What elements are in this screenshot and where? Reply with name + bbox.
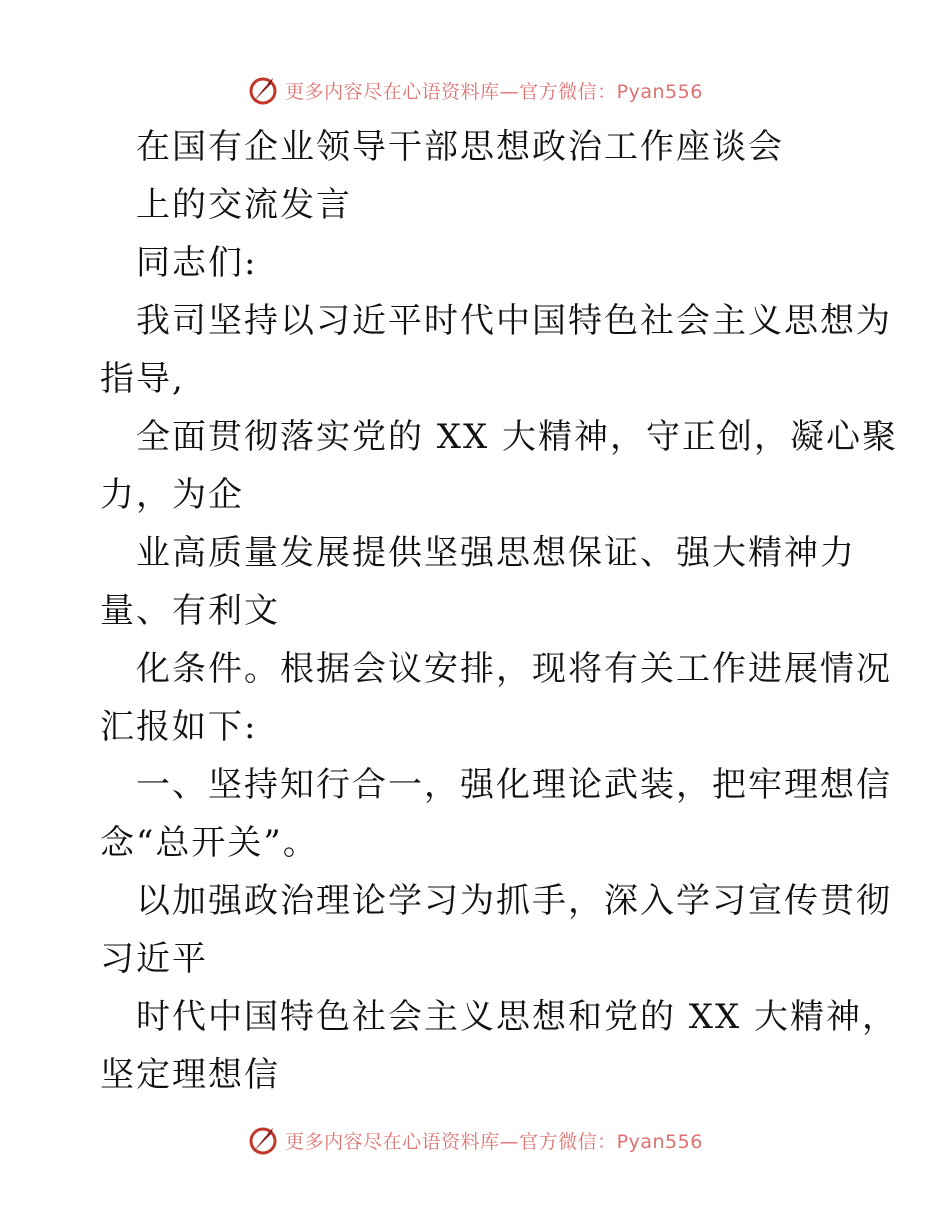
section-heading-line: 一、坚持知行合一，强化理论武装，把牢理想信 <box>136 765 892 805</box>
header-banner <box>0 70 950 110</box>
paragraph-line: 习近平 <box>100 939 208 979</box>
paragraph-line: 力，为企 <box>100 475 244 515</box>
document-body <box>100 118 899 1104</box>
paragraph-line: 量、有利文 <box>100 591 280 631</box>
paragraph-line: 化条件。根据会议安排，现将有关工作进展情况 <box>136 649 892 689</box>
paragraph-line: 汇报如下: <box>100 707 258 747</box>
title-line-1: 在国有企业领导干部思想政治工作座谈会 <box>136 127 784 167</box>
salutation: 同志们: <box>136 243 258 283</box>
paragraph-line: 坚定理想信 <box>100 1055 280 1095</box>
quill-pen-icon <box>247 74 279 106</box>
section-heading-line: 念“总开关”。 <box>100 823 319 863</box>
paragraph-line: 全面贯彻落实党的 XX 大精神，守正创，凝心聚 <box>136 417 899 457</box>
paragraph-line: 以加强政治理论学习为抓手，深入学习宣传贯彻 <box>136 881 892 921</box>
title-line-2: 上的交流发言 <box>136 185 352 225</box>
quill-pen-icon <box>247 1124 279 1156</box>
paragraph-line: 业高质量发展提供坚强思想保证、强大精神力 <box>136 533 856 573</box>
footer-banner <box>0 1120 950 1160</box>
paragraph-line: 我司坚持以习近平时代中国特色社会主义思想为 <box>136 301 892 341</box>
paragraph-line: 时代中国特色社会主义思想和党的 XX 大精神， <box>136 997 899 1037</box>
paragraph-line: 指导, <box>100 359 185 399</box>
footer-banner-text: 更多内容尽在心语资料库—官方微信：Pyan556 <box>285 1130 703 1153</box>
header-banner-text: 更多内容尽在心语资料库—官方微信：Pyan556 <box>285 80 703 103</box>
